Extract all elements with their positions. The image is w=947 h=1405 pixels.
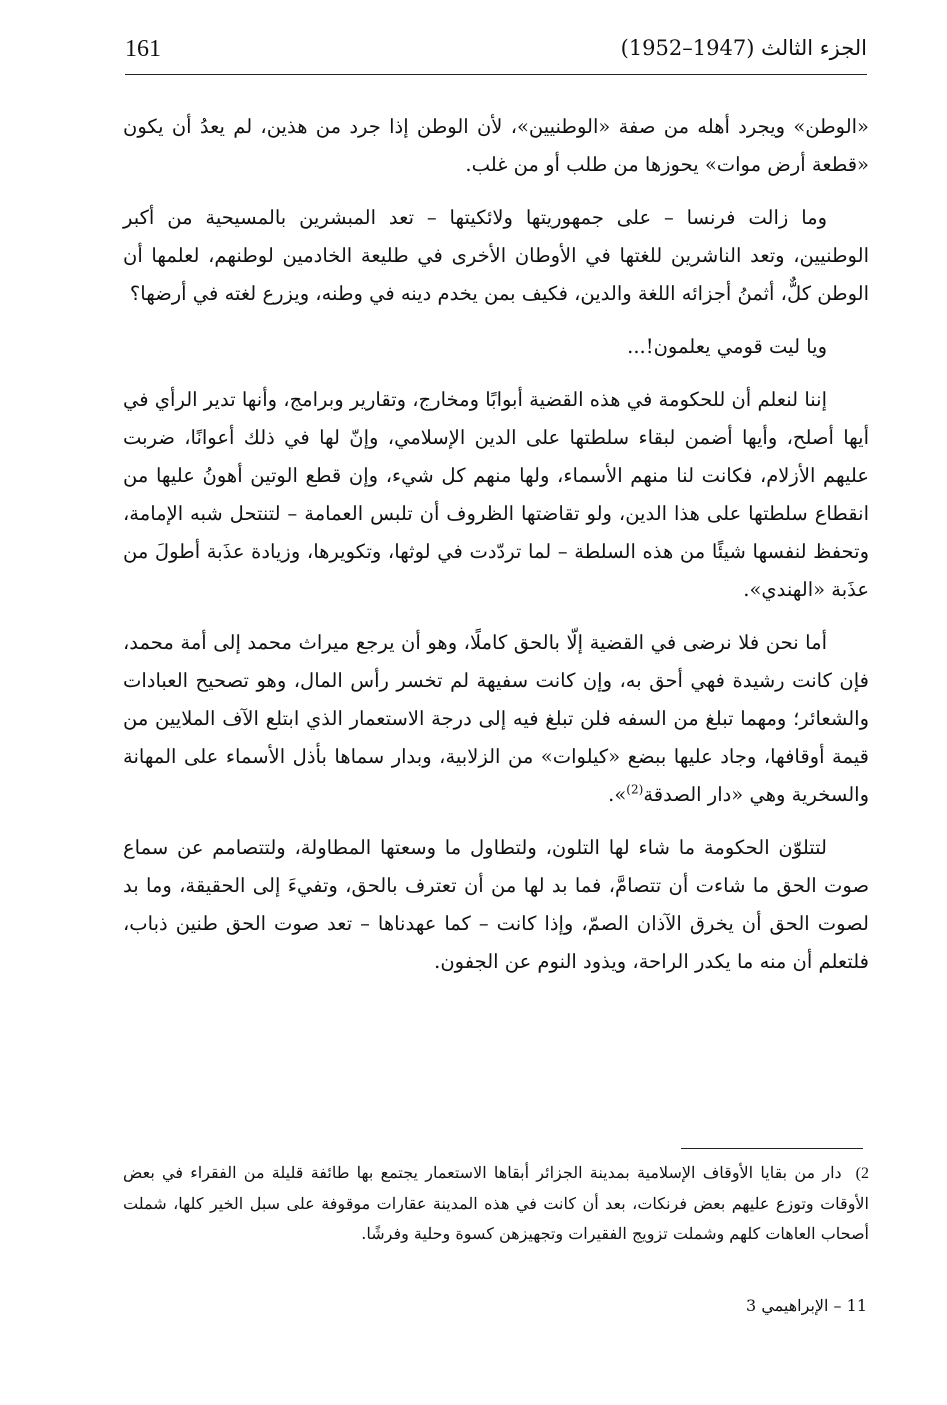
paragraph-5-tail: ». — [608, 783, 627, 806]
header-rule — [125, 74, 867, 75]
paragraph-1: «الوطن» ويجرد أهله من صفة «الوطنيين»، لأن الوطن إذا جرد من هذين، لم يعدُ أن يكون «قطعة أرض موات» يحوزها من طلب أو من غلب. — [123, 115, 869, 176]
page-number: 161 — [125, 36, 161, 62]
paragraph-6: لتتلوّن الحكومة ما شاء لها التلون، ولتطاول ما وسعتها المطاولة، ولتتصامم عن سماع صوت الحق ما شاءت أن تتصامَّ، فما بد لها من أن تعترف بالحق، وتفيءَ إلى الحقيقة، وما بد لصوت الحق أن يخرق الآذان الصمّ، وإذا كانت – كما عهدناها – تعد صوت الحق طنين ذباب، فلتعلم أن منه ما يكدر الراحة، ويذود النوم عن الجفون. — [123, 836, 869, 973]
paragraph-2: وما زالت فرنسا – على جمهوريتها ولائكيتها – تعد المبشرين بالمسيحية من أكبر الوطنيين، وتعد الناشرين للغتها في الأوطان الأخرى في طليعة الخادمين لوطنهم، لعلمها أن الوطن كلٌّ، أثمنُ أجزائه اللغة والدين، فكيف بمن يخدم دينه في وطنه، ويزرع لغته في أرضها؟ — [123, 206, 869, 305]
paragraph-3: ويا ليت قومي يعلمون!... — [627, 335, 827, 358]
paragraph-5 — [123, 624, 869, 814]
printer-signature: 11 – الإبراهيمي 3 — [746, 1296, 867, 1315]
footnote — [123, 1158, 869, 1249]
paragraph-5-text: أما نحن فلا نرضى في القضية إلّا بالحق كاملًا، وهو أن يرجع ميراث محمد إلى أمة محمد، فإن كانت رشيدة فهي أحق به، وإن كانت سفيهة لم تخسر رأس المال، وهو تصحيح العبادات والشعائر؛ ومهما تبلغ من السفه فلن تبلغ فيه إلى درجة الاستعمار الذي ابتلع الآف الملايين من قيمة أوقافها، وجاد عليها ببضع «كيلوات» من الزلابية، وبدار سماها بأذل الأسماء على المهانة والسخرية وهي «دار الصدقة — [123, 631, 869, 806]
body-text — [123, 108, 869, 996]
footnote-marker: 2) — [855, 1165, 869, 1182]
paragraph-4: إننا لنعلم أن للحكومة في هذه القضية أبوابًا ومخارج، وتقارير وبرامج، وأنها تدير الرأي في أيها أصلح، وأيها أضمن لبقاء سلطتها على الدين الإسلامي، وإنّ لها في ذلك أعوانًا، ضربت عليهم الأزلام، فكانت لنا منهم الأسماء، ولها منهم كل شيء، وإن قطع الوتين أهونُ عليها من انقطاع سلطتها على هذا الدين، ولو تقاضتها الظروف أن تلبس العمامة – لتنتحل شبه الإمامة، وتحفظ لنفسها شيئًا من هذه السلطة – لما تردّدت في لوثها، وتكويرها، وزيادة عذَبة أطولَ من عذَبة «الهندي». — [123, 388, 869, 601]
page-header — [125, 32, 867, 76]
footnote-reference: (2) — [626, 782, 644, 797]
running-title: الجزء الثالث (1947–1952) — [620, 36, 867, 60]
footnote-rule — [681, 1148, 863, 1149]
footnote-text: دار من بقايا الأوقاف الإسلامية بمدينة الجزائر أبقاها الاستعمار يجتمع بها طائفة قليلة من الفقراء في بعض الأوقات وتوزع عليهم بعض فرنكات، بعد أن كانت في هذه المدينة عقارات موقوفة على سبل الخير كلها، شملت أصحاب العاهات كلهم وشملت تزويج الفقيرات وتجهيزهن كسوة وحلية وفرشًا. — [123, 1163, 870, 1243]
